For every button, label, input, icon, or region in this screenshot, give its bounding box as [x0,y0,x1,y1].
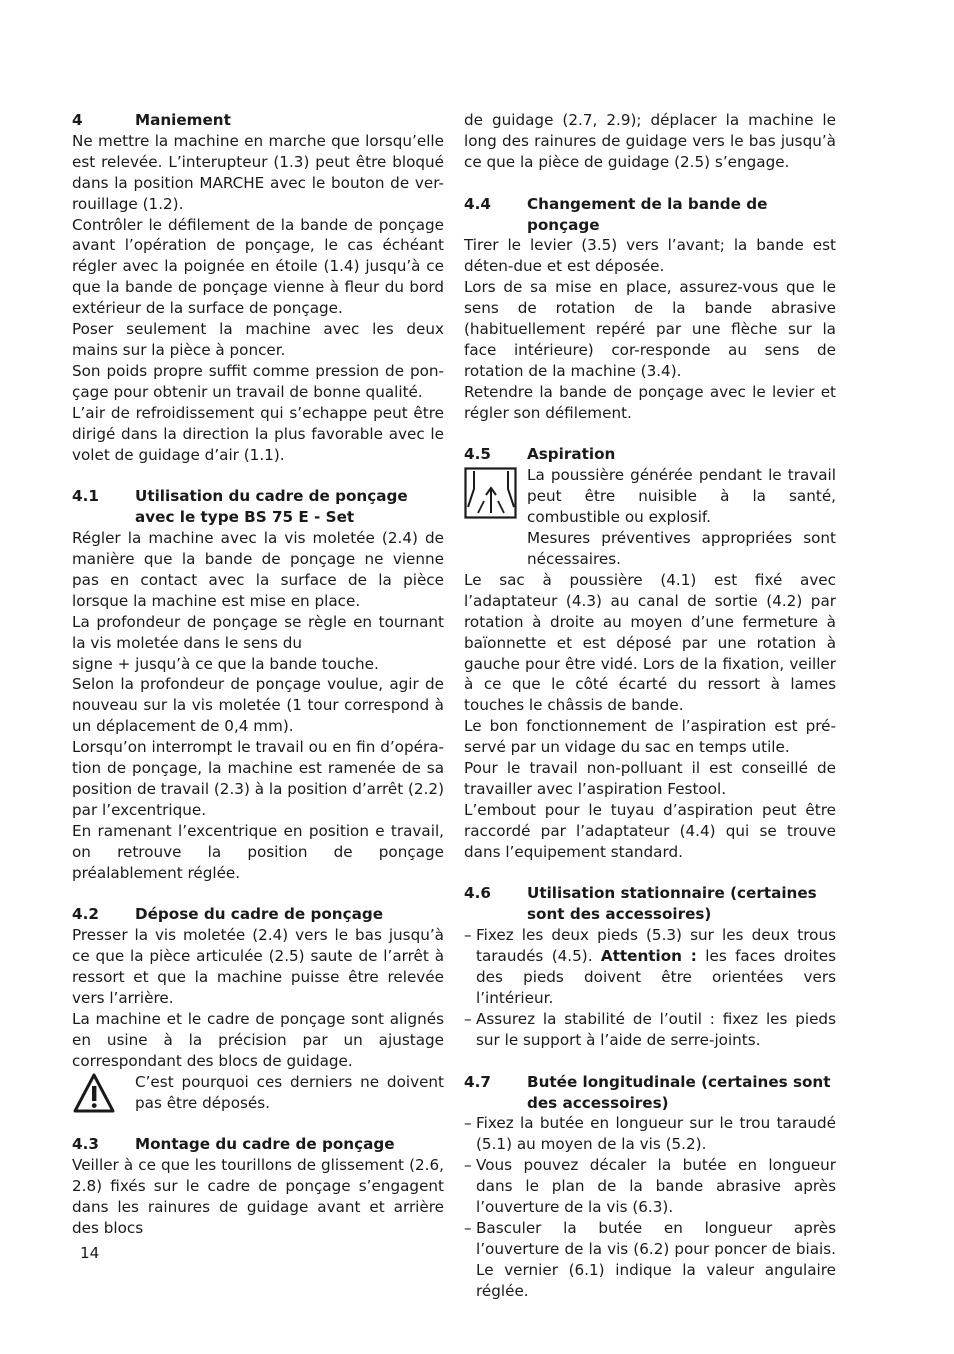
paragraph: Le sac à poussière (4.1) est fixé avec l’adaptateur (4.3) au canal de sortie (4.2) par rotation à droite au moyen d’une fermeture à baïonnette et est déposé par une rotation à gauche pour être vidé. Lors de la fixation, veiller à ce que le côté écarté du ressort à lames touches le châssis de bande. [464,570,836,715]
section-number: 4.2 [72,905,99,924]
paragraph: L’air de refroidissement qui s’echappe peut être dirigé dans la direction la plus favorable avec le volet de guidage d’air (1.1). [72,403,444,464]
right-column [464,110,836,1302]
paragraph: Veiller à ce que les tourillons de glissement (2.6, 2.8) fixés sur le cadre de ponçage s’engagent dans les rainures de guidage avant et arrière des blocs [72,1156,444,1237]
section-title: Dépose du cadre de ponçage [135,905,384,924]
dust-measures-text: Mesures préventives appropriées sont nécessaires. [527,529,836,568]
warning-triangle-icon [72,1072,116,1114]
section-number: 4.1 [72,487,99,506]
warning-text: C’est pourquoi ces derniers ne doivent pas être déposés. [135,1072,444,1112]
paragraph: Lorsqu’on interrompt le travail ou en fin d’opéra-tion de ponçage, la machine est ramenée de sa position de travail (2.3) à la position d’arrêt (2.2) par l’excentrique. [72,738,444,819]
paragraph: En ramenant l’excentrique en position e travail, on retrouve la position de ponçage préalablement réglée. [72,821,444,882]
paragraph: Selon la profondeur de ponçage voulue, agir de nouveau sur la vis moletée (1 tour correspond à un déplacement de 0,4 mm). [72,675,444,736]
left-column [72,110,444,1239]
paragraph: signe + jusqu’à ce que la bande touche. [72,654,379,673]
section-title: Utilisation stationnaire (certaines sont des accessoires) [527,884,817,924]
list-item: – Vous pouvez décaler la butée en longueur dans le plan de la bande abrasive après l’ouverture de la vis (6.3). [464,1156,836,1217]
paragraph: Contrôler le défilement de la bande de ponçage avant l’opération de ponçage, le cas échéant régler avec la poignée en étoile (1.4) jusqu’à ce que la bande de ponçage vienne à fleur du bord extérieur de la surface de ponçage. [72,215,444,318]
paragraph: L’embout pour le tuyau d’aspiration peut être raccordé par l’adaptateur (4.4) qui se trouve dans l’equipement standard. [464,800,836,861]
paragraph: Son poids propre suffit comme pression de pon-çage pour obtenir un travail de bonne qualité. [72,361,444,401]
paragraph: La machine et le cadre de ponçage sont alignés en usine à la précision par un ajustage correspondant des blocs de guidage. [72,1009,444,1070]
section-heading-4-5 [464,444,836,465]
paragraph: de guidage (2.7, 2.9); déplacer la machine le long des rainures de guidage vers le bas jusqu’à ce que la pièce de guidage (2.5) s’engage. [464,111,836,171]
paragraph: Ne mettre la machine en marche que lorsqu’elle est relevée. L’interupteur (1.3) peut être bloqué dans la position MARCHE avec le bouton de ver-rouillage (1.2). [72,131,444,213]
section-title: Aspiration [527,445,616,464]
section-number: 4.6 [464,884,491,903]
paragraph: Presser la vis moletée (2.4) vers le bas jusqu’à ce que la pièce articulée (2.5) saute de l’arrêt à ressort et que la machine puisse être relevée vers l’arrière. [72,926,444,1008]
dust-warning-text: La poussière générée pendant le travail peut être nuisible à la santé, combustible ou explosif. [527,466,836,527]
list-item: – Assurez la stabilité de l’outil : fixez les pieds sur le support à l’aide de serre-joints. [464,1009,836,1049]
section-title: Changement de la bande de ponçage [527,194,768,234]
paragraph: Régler la machine avec la vis moletée (2.4) de manière que la bande de ponçage ne vienne pas en contact avec la surface de la pièce lorsque la machine est mise en place. [72,529,444,610]
section-heading-4-2 [72,904,444,925]
dust-note [464,465,836,570]
warning-note [72,1072,444,1114]
paragraph: Le bon fonctionnement de l’aspiration est pré-servé par un vidage du sac en temps utile. [464,717,836,757]
section-number: 4.5 [464,445,491,464]
section-heading-4-1 [72,486,444,528]
section-heading-4 [72,110,444,131]
section-number: 4.4 [464,194,491,213]
list-item: – Fixez les deux pieds (5.3) sur les deux trous taraudés (4.5). Attention : les faces droites des pieds doivent être orientées vers l’intérieur. [464,926,836,1008]
section-heading-4-6 [464,883,836,925]
section-heading-4-4 [464,194,836,236]
paragraph: La profondeur de ponçage se règle en tournant la vis moletée dans le sens du [72,612,444,652]
list-item: – Fixez la butée en longueur sur le trou taraudé (5.1) au moyen de la vis (5.2). [464,1114,836,1154]
section-title: Butée longitudinale (certaines sont des accessoires) [527,1072,831,1112]
list-item: – Basculer la butée en longueur après l’ouverture de la vis (6.2) pour poncer de biais. Le vernier (6.1) indique la valeur angulaire réglée. [464,1218,836,1300]
paragraph: Retendre la bande de ponçage avec le levier et régler son défilement. [464,382,836,422]
section-title: Montage du cadre de ponçage [135,1135,395,1154]
section-number: 4 [72,111,83,129]
paragraph: Tirer le levier (3.5) vers l’avant; la bande est déten-due et est déposée. [464,236,836,276]
section-title: Maniement [135,111,231,129]
section-heading-4-3 [72,1134,444,1155]
section-heading-4-7 [464,1072,836,1114]
page-number: 14 [80,1244,100,1262]
section-number: 4.3 [72,1135,99,1154]
paragraph: Lors de sa mise en place, assurez-vous que le sens de rotation de la bande abrasive (habituellement repéré par une flèche sur la face intérieure) cor-responde au sens de rotation de la machine (3.4). [464,278,836,380]
section-title: Utilisation du cadre de ponçage avec le type BS 75 E - Set [135,487,408,527]
paragraph: Pour le travail non-polluant il est conseillé de travailler avec l’aspiration Festool. [464,759,836,798]
section-number: 4.7 [464,1072,491,1091]
paragraph: Poser seulement la machine avec les deux mains sur la pièce à poncer. [72,320,444,359]
dust-extraction-icon [464,467,518,519]
